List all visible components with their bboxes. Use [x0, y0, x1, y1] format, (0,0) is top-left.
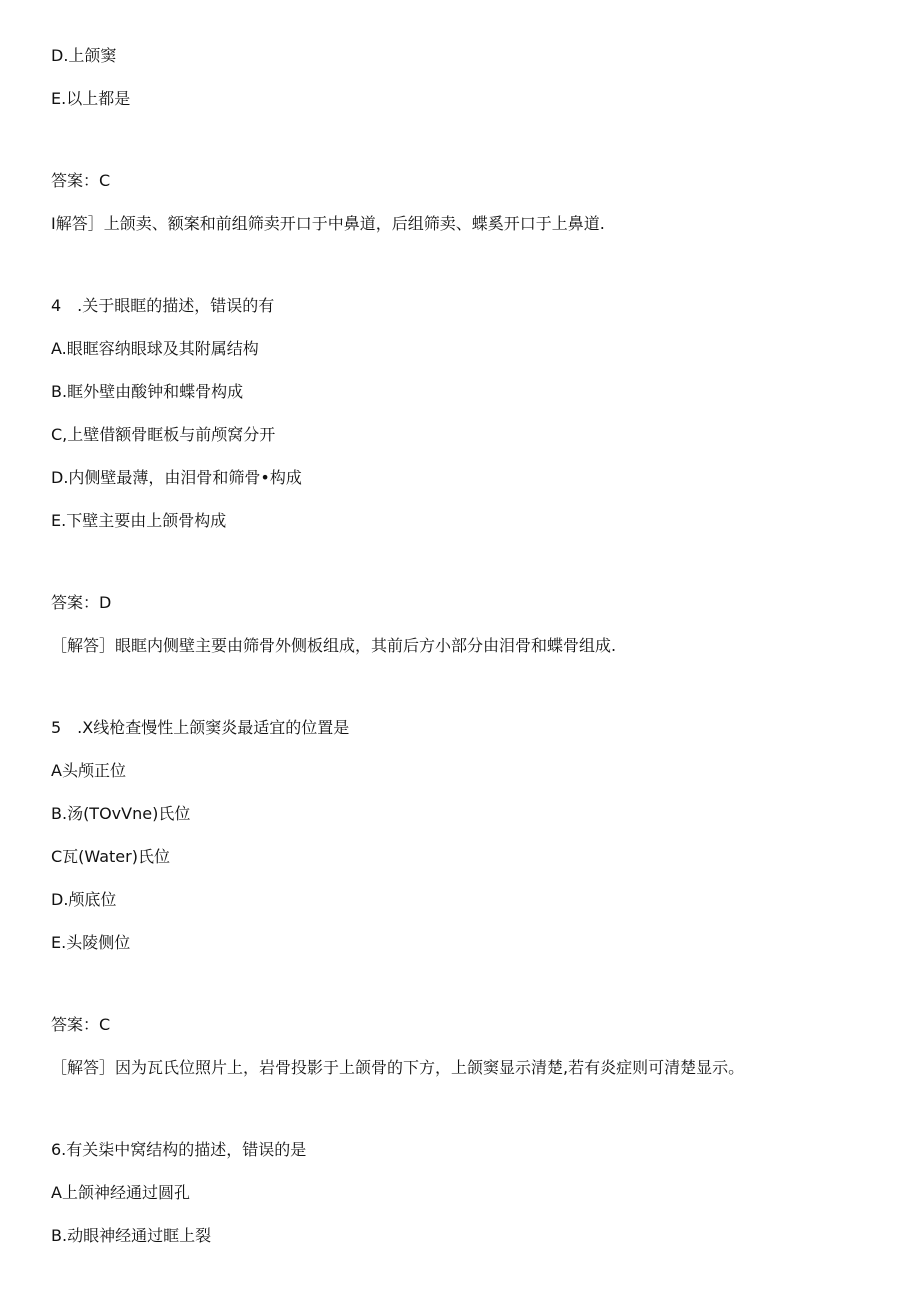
option-a-q6: A上颌神经通过圆孔 — [51, 1183, 190, 1202]
question-4: 4 .关于眼眶的描述，错误的有 — [51, 296, 275, 315]
explanation-q5: ［解答］因为瓦氏位照片上，岩骨投影于上颌骨的下方，上颌窦显示清楚,若有炎症则可清楚显示。 — [51, 1058, 745, 1077]
option-d-q4: D.内侧壁最薄，由泪骨和筛骨•构成 — [51, 468, 302, 487]
answer-q3: 答案：C — [51, 171, 111, 190]
option-e-q4: E.下壁主要由上颌骨构成 — [51, 511, 227, 530]
option-d-q5: D.颅底位 — [51, 890, 117, 909]
option-b-q5: B.汤(TOvVne)氏位 — [51, 804, 191, 823]
option-e-q3: E.以上都是 — [51, 89, 131, 108]
option-a-q5: A头颅正位 — [51, 761, 126, 780]
option-b-q4: B.眶外壁由酸钟和蝶骨构成 — [51, 382, 244, 401]
explanation-q3: I解答］上颌卖、额案和前组筛卖开口于中鼻道，后组筛卖、蝶奚开口于上鼻道. — [51, 214, 605, 233]
option-d-q3: D.上颌窦 — [51, 46, 117, 65]
option-c-q4: C,上壁借额骨眶板与前颅窝分开 — [51, 425, 276, 444]
explanation-q4: ［解答］眼眶内侧壁主要由筛骨外侧板组成，其前后方小部分由泪骨和蝶骨组成. — [51, 636, 617, 655]
option-a-q4: A.眼眶容纳眼球及其附属结构 — [51, 339, 259, 358]
question-5: 5 .X线枪查慢性上颌窦炎最适宜的位置是 — [51, 718, 350, 737]
answer-q4: 答案：D — [51, 593, 112, 612]
answer-q5: 答案：C — [51, 1015, 111, 1034]
option-b-q6: B.动眼神经通过眶上裂 — [51, 1226, 212, 1245]
option-c-q5: C瓦(Water)氏位 — [51, 847, 170, 866]
option-e-q5: E.头陵侧位 — [51, 933, 131, 952]
question-6: 6.有关柒中窝结构的描述，错误的是 — [51, 1140, 307, 1159]
